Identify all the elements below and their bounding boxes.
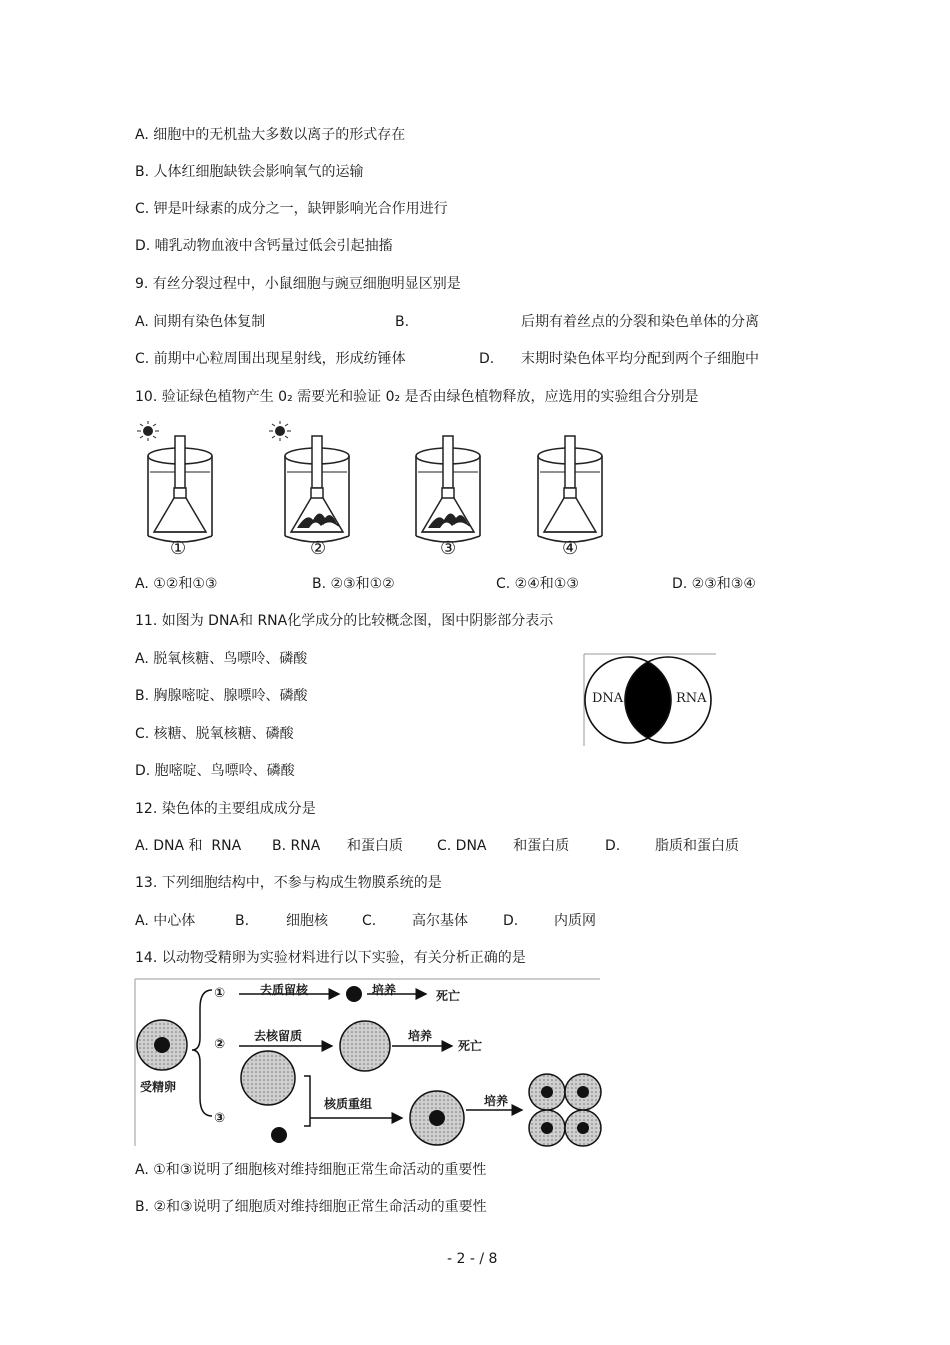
q10-option-c: C. ②④和①③: [496, 576, 579, 592]
q14-fig-step1: 去质留核: [260, 983, 309, 997]
dividing-cells: [529, 1074, 601, 1146]
q10-apparatus-figure: [130, 420, 610, 565]
q9-option-b-letter: B.: [395, 314, 410, 330]
q10-option-a: A. ①②和①③: [135, 576, 218, 592]
q14-stem: 14. 以动物受精卵为实验材料进行以下实验，有关分析正确的是: [135, 950, 526, 966]
apparatus-3: [416, 436, 480, 542]
q14-option-b: B. ②和③说明了细胞质对维持细胞正常生命活动的重要性: [135, 1199, 487, 1215]
fig-label-1: ①: [170, 538, 187, 559]
q13-stem: 13. 下列细胞结构中，不参与构成生物膜系统的是: [135, 875, 442, 891]
q14-fig-culture-2: 培养: [408, 1029, 433, 1043]
enucleated-cell: [241, 1051, 295, 1105]
q11-option-c: C. 核糖、脱氧核糖、磷酸: [135, 726, 294, 742]
q13-option-c-letter: C.: [362, 913, 377, 929]
q9-option-d-letter: D.: [479, 351, 495, 367]
q11-stem: 11. 如图为 DNA和 RNA化学成分的比较概念图，图中阴影部分表示: [135, 613, 554, 629]
q8-option-c: C. 钾是叶绿素的成分之一，缺钾影响光合作用进行: [135, 201, 448, 217]
q8-option-b: B. 人体红细胞缺铁会影响氧气的运输: [135, 164, 364, 180]
nucleus-only: [346, 986, 362, 1002]
q13-option-c-text: 高尔基体: [412, 913, 468, 929]
q10-stem: 10. 验证绿色植物产生 0₂ 需要光和验证 0₂ 是否由绿色植物释放，应选用的实验组合分别是: [135, 389, 699, 405]
q10-option-b: B. ②③和①②: [312, 576, 395, 592]
q14-fig-step3: 核质重组: [324, 1097, 373, 1111]
q9-option-a: A. 间期有染色体复制: [135, 314, 266, 330]
q13-option-a: A. 中心体: [135, 913, 196, 929]
page-number: - 2 - / 8: [447, 1251, 498, 1267]
q12-option-d-text: 脂质和蛋白质: [655, 838, 739, 854]
q10-option-d: D. ②③和③④: [672, 576, 756, 592]
q14-fig-num-3: ③: [214, 1111, 226, 1126]
fertilized-egg: [137, 1020, 187, 1070]
apparatus-2: [269, 421, 349, 542]
apparatus-1: [137, 421, 212, 542]
q14-fig-egg-label: 受精卵: [140, 1080, 177, 1094]
q12-stem: 12. 染色体的主要组成成分是: [135, 801, 316, 817]
reconstructed-cell: [410, 1091, 464, 1145]
q13-option-d-text: 内质网: [554, 913, 596, 929]
q12-option-d-letter: D.: [605, 838, 621, 854]
fig-label-3: ③: [440, 538, 457, 559]
venn-label-rna: RNA: [676, 691, 707, 706]
isolated-nucleus: [271, 1127, 287, 1143]
q14-experiment-figure: [134, 978, 602, 1148]
venn-label-dna: DNA: [592, 691, 624, 706]
q14-fig-culture-1: 培养: [372, 983, 397, 997]
q9-option-b-text: 后期有着丝点的分裂和染色单体的分离: [521, 314, 759, 330]
q14-fig-culture-3: 培养: [484, 1094, 509, 1108]
q14-fig-num-1: ①: [214, 986, 226, 1001]
fig-label-2: ②: [310, 538, 327, 559]
q14-fig-step2: 去核留质: [254, 1029, 303, 1043]
q11-option-a: A. 脱氧核糖、鸟嘌呤、磷酸: [135, 651, 308, 667]
q8-option-d: D. 哺乳动物血液中含钙量过低会引起抽搐: [135, 238, 393, 254]
q9-option-c: C. 前期中心粒周围出现星射线，形成纺锤体: [135, 351, 406, 367]
q14-option-a: A. ①和③说明了细胞核对维持细胞正常生命活动的重要性: [135, 1162, 487, 1178]
apparatus-4: [538, 436, 602, 542]
q14-fig-death-1: 死亡: [436, 989, 461, 1003]
q13-option-d-letter: D.: [503, 913, 519, 929]
q13-option-b-text: 细胞核: [286, 913, 328, 929]
q9-stem: 9. 有丝分裂过程中，小鼠细胞与豌豆细胞明显区别是: [135, 276, 461, 292]
q12-option-c: C. DNA 和蛋白质: [437, 838, 570, 854]
q11-option-b: B. 胸腺嘧啶、腺嘌呤、磷酸: [135, 688, 308, 704]
q11-option-d: D. 胞嘧啶、鸟嘌呤、磷酸: [135, 763, 295, 779]
q12-option-b: B. RNA 和蛋白质: [272, 838, 403, 854]
q14-fig-num-2: ②: [214, 1037, 226, 1052]
q9-option-d-text: 末期时染色体平均分配到两个子细胞中: [521, 351, 759, 367]
q14-fig-death-2: 死亡: [458, 1039, 483, 1053]
cytoplasm-only: [340, 1021, 390, 1071]
q8-option-a: A. 细胞中的无机盐大多数以离子的形式存在: [135, 127, 406, 143]
q12-option-a: A. DNA 和 RNA: [135, 838, 242, 854]
brace: [192, 990, 212, 1116]
q13-option-b-letter: B.: [235, 913, 250, 929]
fig-label-4: ④: [562, 538, 579, 559]
